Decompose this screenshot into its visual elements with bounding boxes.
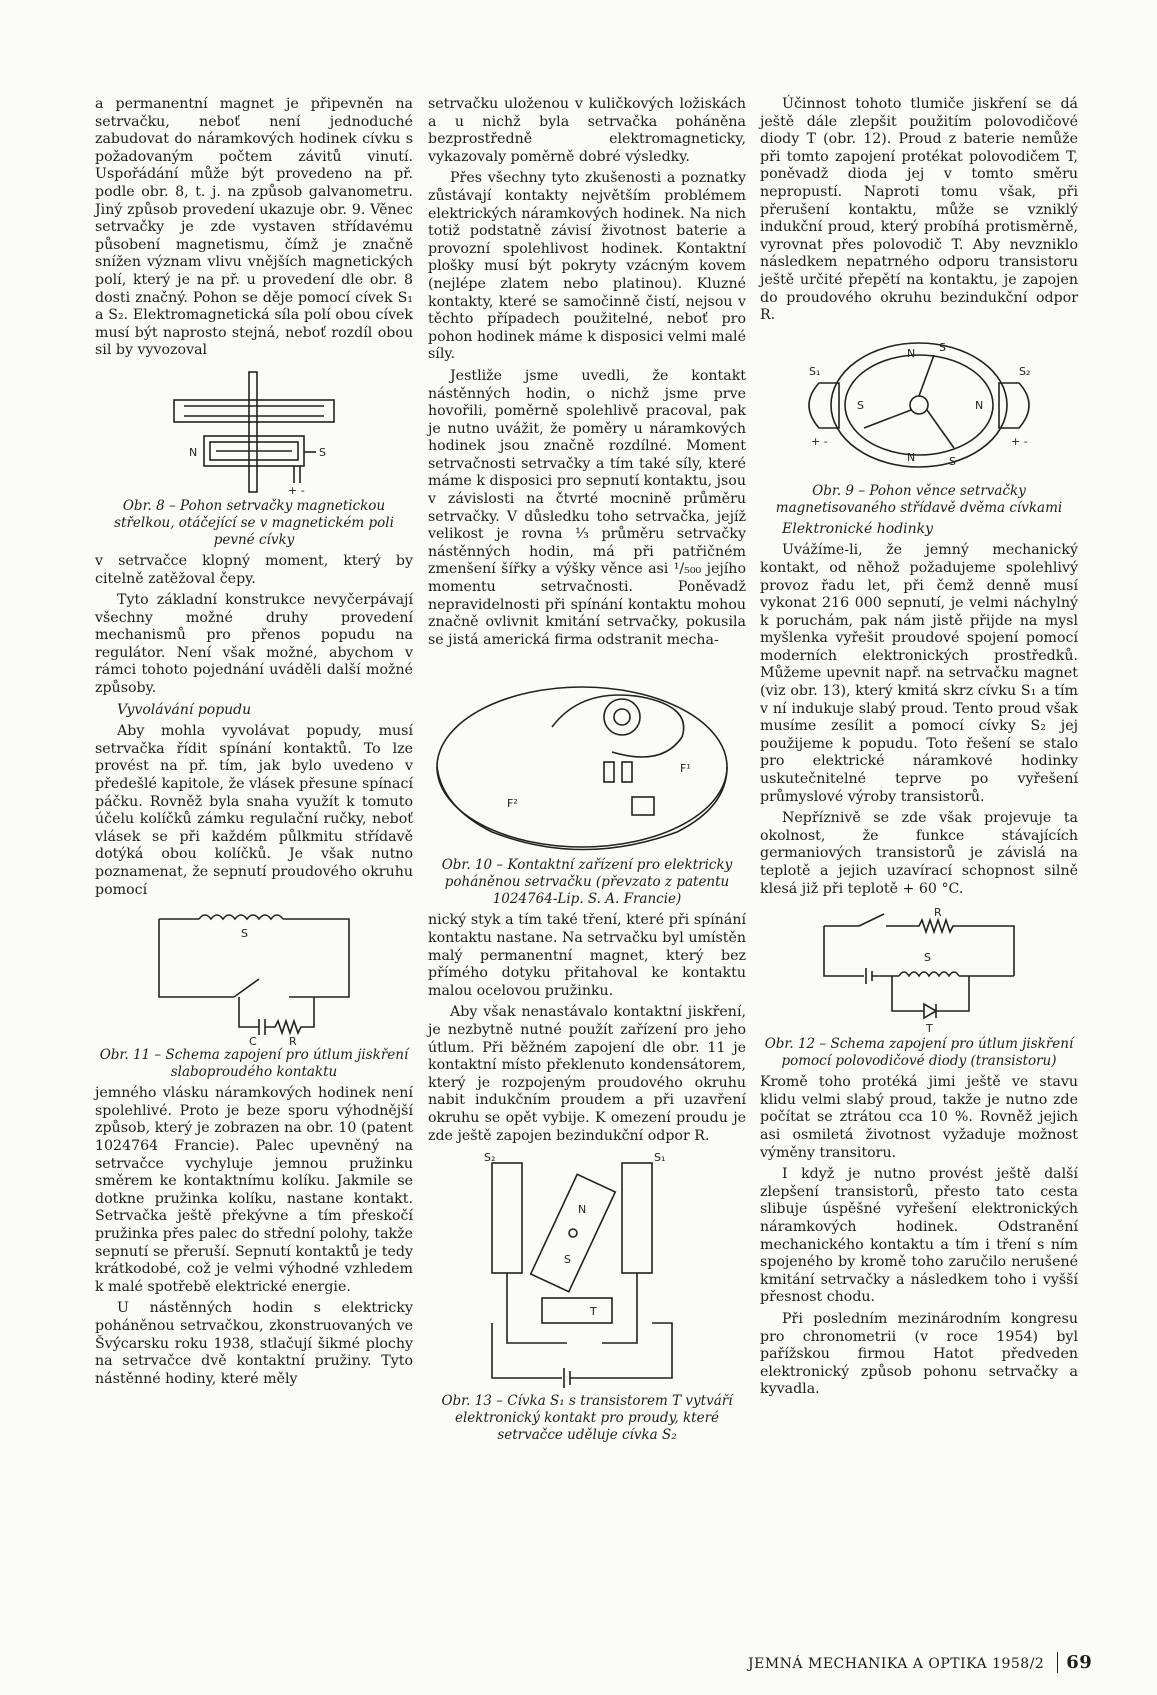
fig13-label-s1: S₁: [654, 1153, 666, 1165]
paragraph: Účinnost tohoto tlumiče jiskření se dá ještě dále zlepšit použitím polovodičové diody T (obr. 12). Proud z baterie nemůže při tomto zapojení protékat polovodičem T, poněvadž dioda jej v tomto směru nepropustí. Naproti tomu však, při přerušení kontaktu, může se vzniklý indukční proud, který probíhá protisměrně, vyrovnat přes polovodič T. Aby nevzniklo následkem nepatrného odporu transistoru ještě určité přepětí na kontaktu, je zapojen do proudového okruhu bezindukční odpor R.: [760, 96, 1078, 324]
fig9-label-n-right: N: [975, 398, 984, 412]
fig8-label-n: N: [189, 445, 198, 459]
fig9-label-n-bottom: N: [907, 450, 916, 464]
fig8-label-s: S: [319, 445, 326, 459]
column-1: [95, 96, 413, 1392]
page-footer: [748, 1652, 1092, 1673]
column-3: [760, 96, 1078, 1403]
fig10-label-f1: F¹: [680, 762, 691, 776]
paragraph: Jestliže jsme uvedli, že kontakt nástěnných hodin, o nichž jsme prve hovořili, poměrně spolehlivě pracoval, pak je nutno uvážit, že poměry u náramkových hodinek jsou značně rozdílné. Moment setrvačnosti setrvačky a tím také síly, které máme k disposici pro sepnutí kontaktu, jsou v závislosti na čtvrté mocnině průměru setrvačky. V důsledku toho setrvačka, jejíž velikost je rovna ⅓ průměru setrvačky nástěnných hodin, má při patřičném zmenšení šířky a výšky věnce asi ¹/₅₀₀ jejího momentu setrvačnosti. Poněvadž nepravidelnosti při spínání kontaktu mohou značně ovlivnit kmitání setrvačky, pokusila se jistá americká firma odstranit mecha-: [428, 367, 746, 648]
journal-name: JEMNÁ MECHANIKA A OPTIKA 1958/2: [748, 1656, 1045, 1672]
figure-11: [139, 907, 369, 1047]
page-number: 69: [1057, 1652, 1092, 1673]
paragraph: Uvážíme-li, že jemný mechanický kontakt, od něhož požadujeme spolehlivý provoz řadu let, při čemž denně musí vykonat 216 000 sepnutí, je velmi náchylný k poruchám, pak nám jistě přijde na mysl myšlenka vyřešit proudové spojení pomocí moderních elektronických prostředků. Můžeme upevnit např. na setrvačku magnet (viz obr. 13), který kmitá skrz cívku S₁ a tím v ní indukuje slabý proud. Tento proud však musíme zesílit a pomocí cívky S₂ jej použijeme k popudu. Toto řešení se stalo pro elektrické náramkové hodinky uskutečnitelné teprve po vyřešení průmyslové výroby transistorů.: [760, 542, 1078, 805]
fig9-label-s2: S₂: [1019, 364, 1031, 378]
figure-12-caption: Obr. 12 – Schema zapojení pro útlum jiskření pomocí polovodičové diody (transistoru): [764, 1036, 1074, 1070]
paragraph: a permanentní magnet je připevněn na setrvačku, neboť není jednoduché zabudovat do náramkových hodinek cívku s požadovaným počtem závitů vinutí. Uspořádání může být provedeno na př. podle obr. 8, t. j. na způsob galvanometru. Jiný způsob provedení ukazuje obr. 9. Věnec setrvačky je zde vystaven střídavému působení magnetismu, čímž je značně snížen význam vlivu vnějších magnetických polí, který je na př. u provedení dle obr. 8 dosti značný. Pohon se děje pomocí cívek S₁ a S₂. Elektromagnetická síla polí obou cívek musí být naprosto stejná, neboť rozdíl obou sil by vyvozoval: [95, 96, 413, 359]
paragraph: Tyto základní konstrukce nevyčerpávají všechny možné druhy provedení mechanismů pro přenos popudu na regulátor. Není však možné, abychom v rámci tohoto pojednání uváděli další možné způsoby.: [95, 592, 413, 697]
fig9-label-s-left: S: [857, 398, 864, 412]
fig11-label-s: S: [241, 927, 248, 941]
fig9-label-s1: S₁: [809, 364, 821, 378]
paragraph: v setrvačce klopný moment, který by citelně zatěžoval čepy.: [95, 552, 413, 587]
fig9-label-s-top: S: [939, 340, 946, 354]
figure-10-caption: Obr. 10 – Kontaktní zařízení pro elektricky poháněnou setrvačku (převzato z patentu 1024764-Lip. S. A. Francie): [441, 857, 733, 908]
figure-13-caption: Obr. 13 – Cívka S₁ s transistorem T vytváří elektronický kontakt pro proudy, které setrvačce uděluje cívka S₂: [441, 1393, 733, 1444]
fig8-label-pm: + -: [288, 483, 305, 497]
section-heading: Elektronické hodinky: [782, 520, 934, 537]
paragraph: Při posledním mezinárodním kongresu pro chronometrii (v roce 1954) byl pařížskou firmou Hatot předveden elektronický způsob pohonu setrvačky a kyvadla.: [760, 1310, 1078, 1398]
paragraph: Kromě toho protéká jimi ještě ve stavu klidu velmi slabý proud, takže je nutno zde počítat se ztrátou cca 10 %. Rovněž jejich asi osmiletá životnost vyžaduje možnost výměny transitoru.: [760, 1074, 1078, 1161]
column-2: [428, 96, 746, 1448]
fig12-label-s: S: [924, 951, 931, 965]
fig11-label-c: C: [249, 1035, 257, 1048]
fig11-label-r: R: [289, 1035, 297, 1048]
paragraph: Nepříznivě se zde však projevuje ta okolnost, že funkce stávajících germaniových transistorů je závislá na teplotě a jejich uzavírací schopnost silně klesá již při teplotě + 60 °C.: [760, 810, 1078, 897]
figure-8-caption: Obr. 8 – Pohon setrvačky magnetickou střelkou, otáčející se v magnetickém poli pevné cívky: [114, 497, 394, 548]
figure-8: [144, 368, 364, 498]
fig13-label-n: N: [578, 1203, 587, 1217]
paragraph: nický styk a tím také tření, které při spínání kontaktu nastane. Na setrvačku byl umístěn malý permanentní magnet, který bez přímého dotyku přitahoval ke kontaktu malou ocelovou pružinku.: [428, 912, 746, 999]
fig9-label-s-bottom: S: [949, 454, 956, 468]
paragraph: I když je nutno provést ještě další zlepšení transistorů, přesto tato cesta slibuje úspěšné vyřešení elektronických náramkových hodinek. Odstranění mechanického kontaktu a tím i tření s ním spojeného by kromě toho zaručilo nerušené kmitání setrvačky a následkem toho i vyšší přesnost chodu.: [760, 1166, 1078, 1306]
paragraph: Aby však nenastávalo kontaktní jiskření, je nezbytně nutné použít zařízení pro jeho útlum. Při běžném zapojení dle obr. 11 je kontaktní místo překlenuto kondensátorem, který je rozpojeným proudového okruhu nabit indukčním proudem a při uzavření okruhu se opět vybije. K omezení proudu je zde ještě zapojen bezindukční odpor R.: [428, 1004, 746, 1144]
paragraph: Aby mohla vyvolávat popudy, musí setrvačka řídit spínání kontaktů. To lze provést na př. tím, jak bylo uvedeno v předešlé kapitole, že vlásek přesune spínací páčku. Rovněž byla snaha využít k tomuto účelu kolíčků zámku regulační ručky, neboť vlásek se při každém půlkmitu střídavě dotýká obou kolíčků. Je však nutno poznamenat, že sepnutí proudového okruhu pomocí: [95, 723, 413, 898]
fig13-label-t: T: [590, 1305, 597, 1319]
figure-11-caption: Obr. 11 – Schema zapojení pro útlum jiskření slaboproudého kontaktu: [99, 1047, 409, 1081]
fig10-label-f2: F²: [507, 797, 518, 811]
paragraph: jemného vlásku náramkových hodinek není spolehlivé. Proto je beze sporu výhodnější způsob, který je zobrazen na obr. 10 (patent 1024764 Francie). Palec upevněný na setrvačce vychyluje jemnou pružinku směrem ke kontaktnímu kolíku. Jakmile se dotkne pružinka kolíku, nastane kontakt. Setrvačka ještě překývne a tím přeskočí pružinka přes palec do střední polohy, takže sepnutí se přeruší. Sepnutí kontaktů je tedy krátkodobé, což je velmi výhodné vzhledem k malé spotřebě elektrické energie.: [95, 1085, 413, 1295]
paragraph: Přes všechny tyto zkušenosti a poznatky zůstávají kontakty největším problémem elektrických náramkových hodinek. Na nich totiž podstatně závisí životnost baterie a provozní spolehlivost hodinek. Kontaktní plošky musí být pokryty vzácným kovem (nejlépe zlatem nebo platinou). Kluzné kontakty, které se samočinně čistí, nejsou v těchto případech použitelné, neboť pro pohon hodinek máme k disposici velmi malé síly.: [428, 170, 746, 363]
figure-13: [472, 1153, 702, 1393]
fig12-label-r: R: [934, 906, 942, 920]
paragraph: setrvačku uloženou v kuličkových ložiskách a u nichž byla setrvačka poháněna bezprostředně elektromagneticky, vykazovaly poměrně dobré výsledky.: [428, 96, 746, 165]
paragraph: U nástěnných hodin s elektricky poháněnou setrvačkou, zkonstruovaných ve Švýcarsku roku 1938, stlačují šikmé plochy na setrvačce dvě kontaktní pružiny. Tyto nástěnné hodiny, které měly: [95, 1300, 413, 1387]
fig9-label-pm-left: + -: [811, 434, 828, 448]
fig9-label-n-top: N: [907, 346, 916, 360]
fig9-label-pm-right: + -: [1011, 434, 1028, 448]
figure-12: [804, 906, 1034, 1036]
figure-9: [789, 333, 1049, 483]
section-heading: Vyvolávání popudu: [117, 701, 252, 718]
figure-9-caption: Obr. 9 – Pohon věnce setrvačky magnetisovaného střídavě dvěma cívkami: [775, 482, 1063, 516]
fig12-label-t: T: [926, 1022, 933, 1036]
fig13-label-s: S: [564, 1253, 571, 1267]
fig13-label-s2: S₂: [484, 1153, 496, 1165]
figure-10: [432, 657, 742, 857]
